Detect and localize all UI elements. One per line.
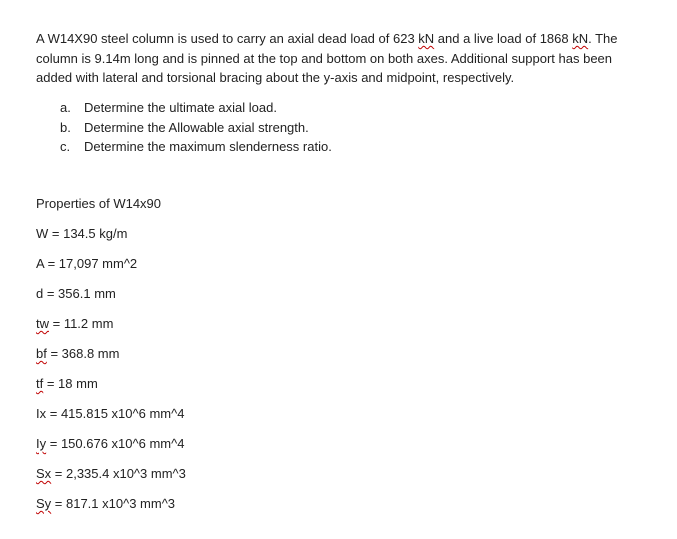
problem-text: added with lateral and torsional bracing about the y-axis and midpoint, respectively. — [36, 70, 515, 85]
unit-kn-spellcheck: kN — [418, 31, 435, 46]
property-value: = 17,097 mm^2 — [43, 256, 138, 271]
property-line — [36, 406, 184, 422]
property-value: = 356.1 mm — [43, 286, 116, 301]
property-line — [36, 256, 137, 272]
property-value: = 2,335.4 x10^3 mm^3 — [51, 466, 186, 481]
problem-text: column is 9.14m long and is pinned at the top and bottom on both axes. Additional support has been — [36, 50, 613, 66]
property-symbol: Iy — [36, 436, 47, 451]
task-marker: c. — [60, 139, 71, 154]
property-line — [36, 376, 98, 392]
property-line — [36, 466, 186, 482]
property-symbol: Sx — [36, 466, 52, 481]
property-value: = 368.8 mm — [46, 346, 120, 361]
task-marker: a. — [60, 100, 71, 115]
task-text: Determine the ultimate axial load. — [84, 100, 277, 115]
property-line — [36, 286, 116, 302]
property-symbol: Sy — [36, 496, 52, 511]
property-symbol: tw — [36, 316, 49, 331]
task-text: Determine the maximum slenderness ratio. — [84, 139, 332, 154]
task-item — [60, 98, 332, 118]
property-symbol: W — [36, 226, 49, 241]
property-line — [36, 436, 184, 452]
problem-text: A W14X90 steel column is used to carry an axial dead load of 623 — [36, 31, 419, 46]
property-symbol: A — [36, 256, 44, 271]
task-item — [60, 118, 332, 138]
task-marker: b. — [60, 119, 71, 135]
property-value: = 18 mm — [43, 376, 98, 391]
property-line — [36, 496, 175, 512]
property-value: = 11.2 mm — [49, 316, 114, 331]
problem-statement — [36, 29, 646, 88]
property-value: = 134.5 kg/m — [48, 226, 128, 241]
property-value: = 817.1 x10^3 mm^3 — [51, 496, 176, 511]
property-symbol: d — [36, 286, 44, 301]
property-value: = 150.676 x10^6 mm^4 — [46, 436, 185, 451]
properties-heading: Properties of W14x90 — [36, 196, 162, 211]
problem-text: . The — [588, 31, 618, 46]
unit-kn-spellcheck: kN — [572, 31, 589, 46]
task-list — [60, 98, 332, 157]
property-symbol: Ix — [36, 406, 47, 421]
property-value: = 415.815 x10^6 mm^4 — [46, 406, 185, 421]
task-item — [60, 137, 332, 157]
property-symbol: tf — [36, 376, 44, 391]
task-text: Determine the Allowable axial strength. — [84, 119, 309, 135]
problem-text: and a live load of 1868 — [434, 31, 573, 46]
property-line — [36, 316, 113, 332]
property-line — [36, 346, 119, 362]
property-symbol: bf — [36, 346, 47, 361]
property-line — [36, 226, 127, 242]
